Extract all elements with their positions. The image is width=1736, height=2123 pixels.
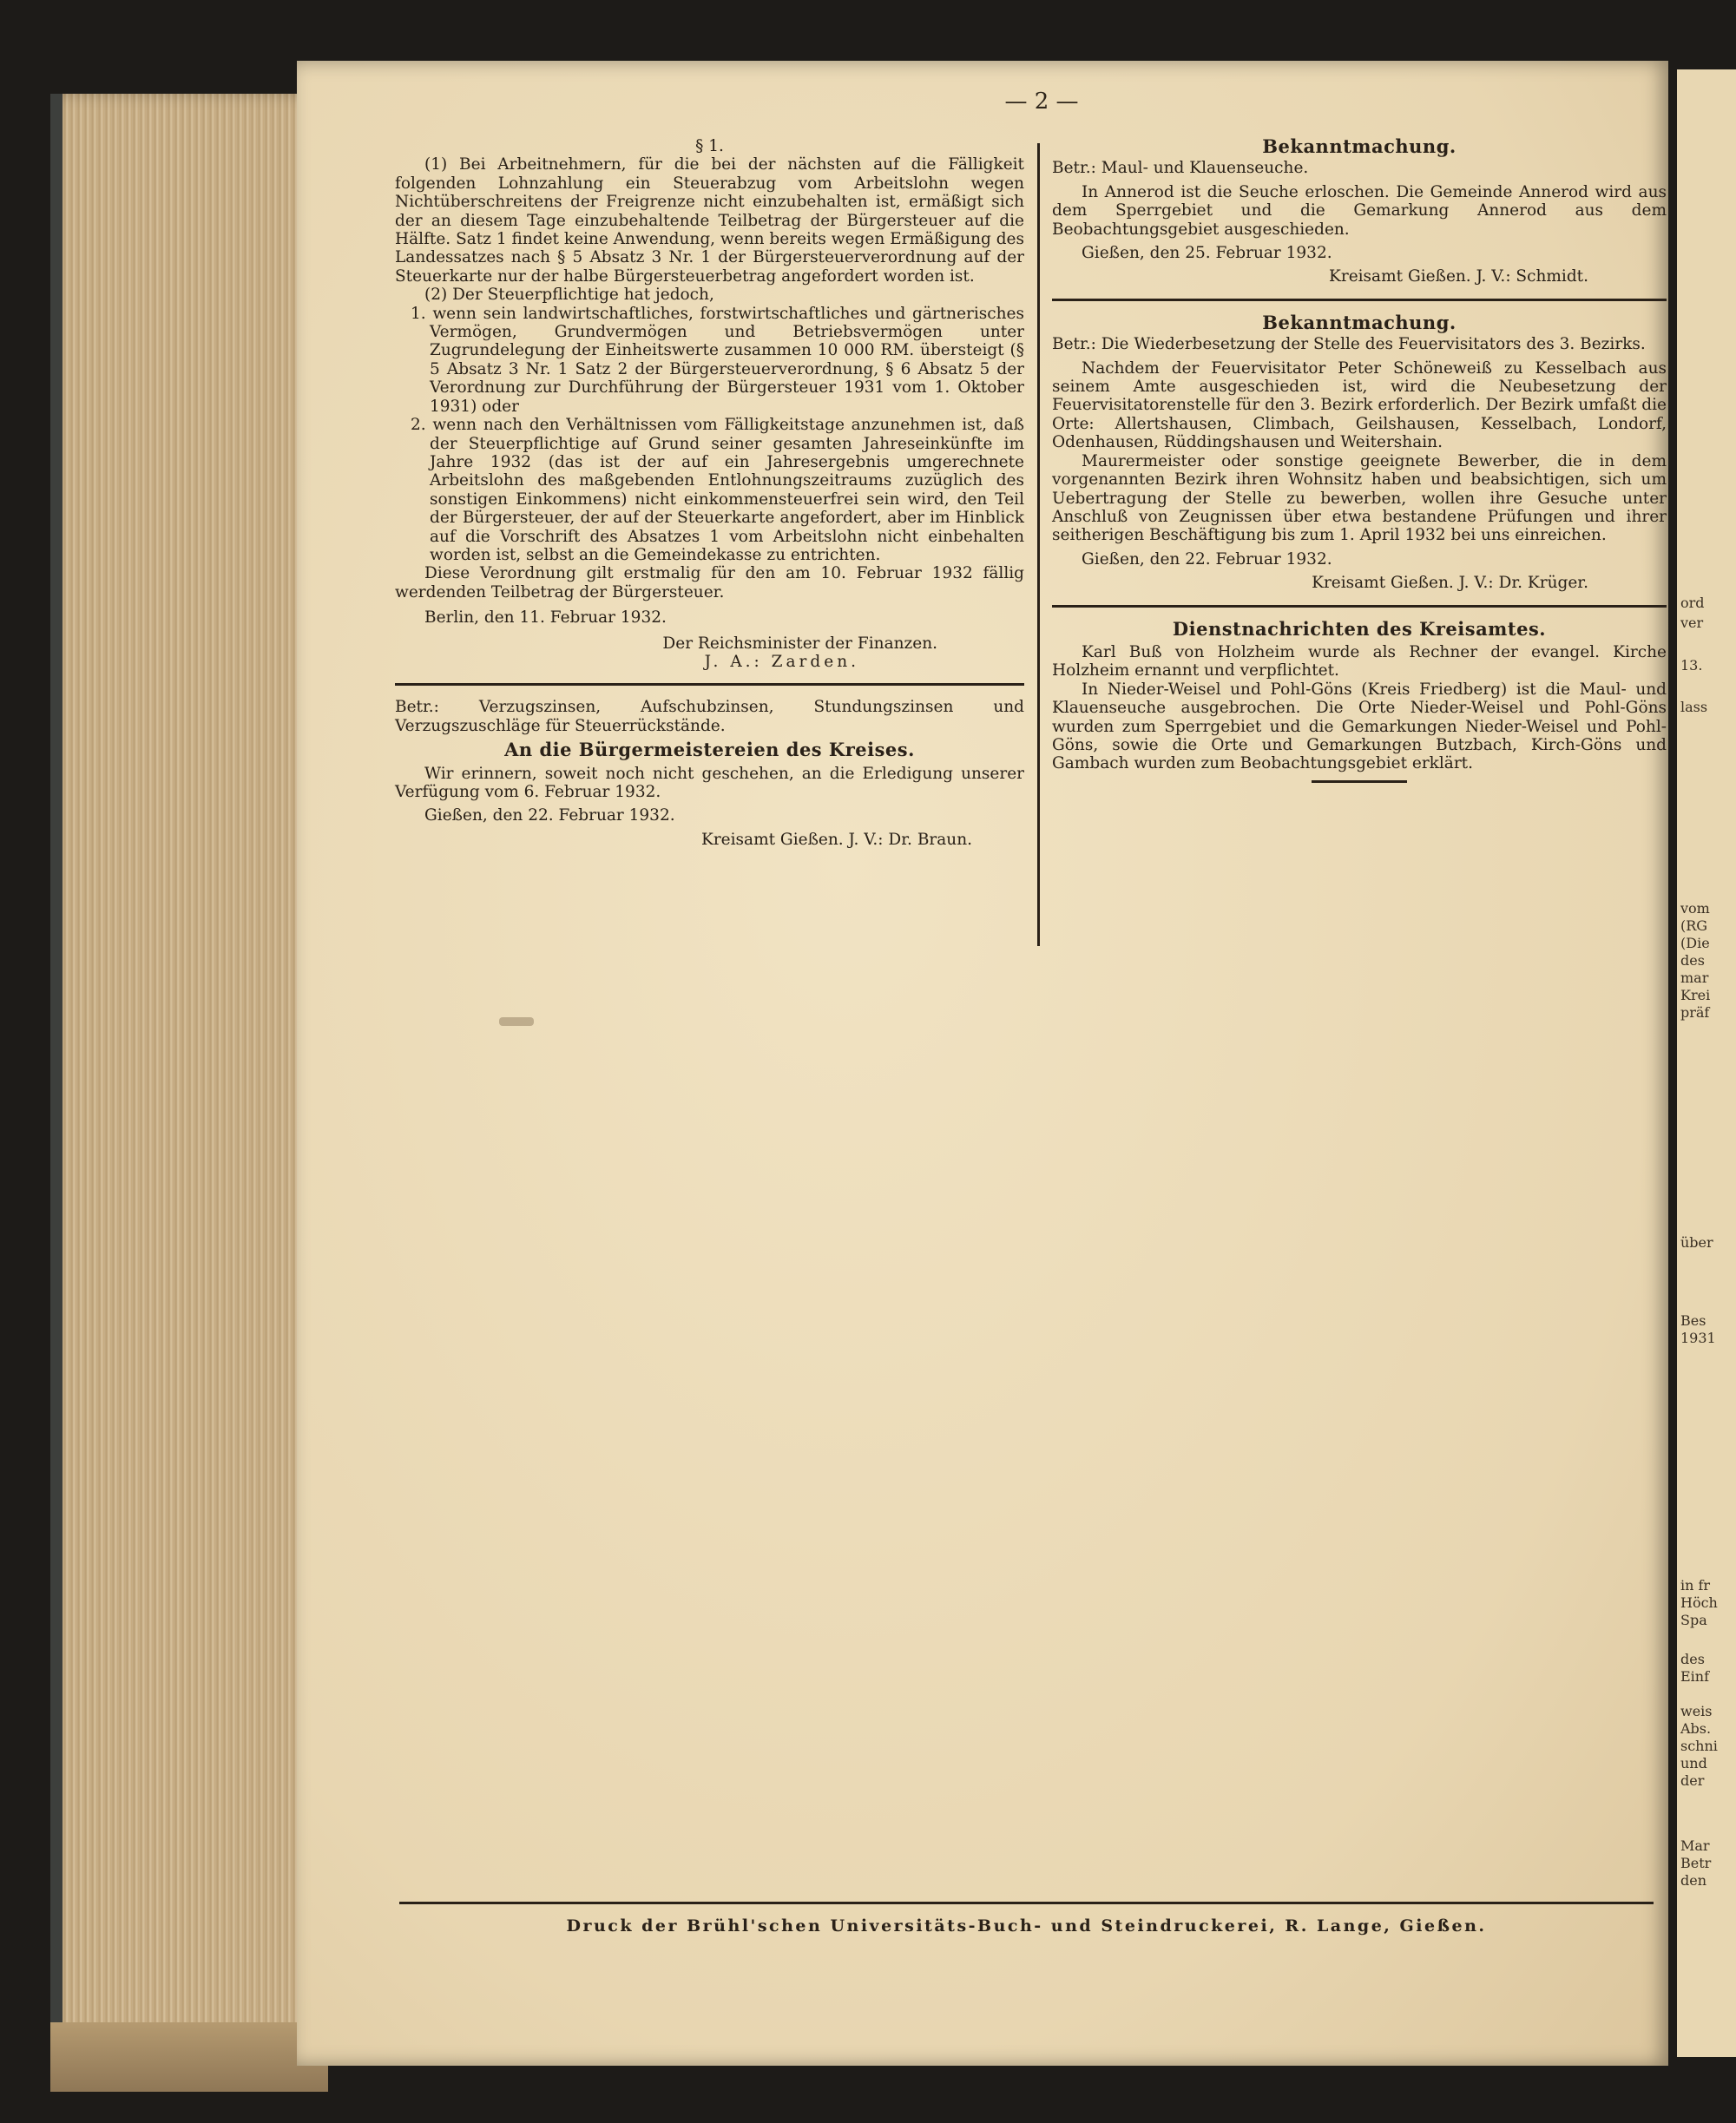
- fragment-text: den: [1680, 1872, 1707, 1889]
- fragment-text: vom: [1680, 900, 1710, 917]
- section-title: § 1.: [695, 137, 724, 155]
- book-page-edges-bottom: [50, 2022, 328, 2092]
- paragraph: (1) Bei Arbeitnehmern, für die bei der nächsten auf die Fälligkeit folgenden Lohnzahlung ein Steuerabzug vom Arbeitslohn wegen Nichtüberschreitens der Freigrenze nicht einzubehalten ist, ermäßigt sich der an diesem Tage einzubehaltende Teilbetrag der Bürgersteuer auf die Hälfte. Satz 1 findet keine Anwendung, wenn bereits wegen Ermäßigung des Landessatzes nach § 5 Absatz 3 Nr. 1 der Bürgersteuerverordnung auf der Steuerkarte nur der halbe Bürgersteuerbetrag angefordert worden ist.: [395, 155, 1024, 286]
- paragraph: (2) Der Steuerpflichtige hat jedoch,: [424, 286, 714, 305]
- list-item: 1. wenn sein landwirtschaftliches, forstwirtschaftliches und gärtnerisches Vermögen, Grundvermögen und Betriebsvermögen unter Zugrundelegung der Einheitswerte zusammen 10 000 RM. übersteigt (§ 5 Absatz 3 Nr. 1 Satz 2 der Bürgersteuerverordnung, § 6 Absatz 5 der Verordnung zur Durchführung der Bürgersteuer 1931 vom 1. Oktober 1931) oder: [411, 304, 1024, 416]
- fragment-text: Abs.: [1680, 1720, 1712, 1737]
- paragraph: In Nieder-Weisel und Pohl-Göns (Kreis Friedberg) ist die Maul- und Klauenseuche ausgebrochen. Die Orte Nieder-Weisel und Pohl-Göns wurden zum Sperrgebiet und die Gemarkungen Nieder-Weisel und Pohl-Göns, sowie die Orte und Gemarkungen Butzbach, Kirch-Göns und Gambach wurden zum Beobachtungsgebiet erklärt.: [1052, 680, 1667, 773]
- fragment-text: 13.: [1680, 657, 1703, 674]
- fragment-text: Betr: [1680, 1855, 1712, 1871]
- signature-line: Der Reichsminister der Finanzen.: [662, 634, 937, 653]
- column-divider: [1037, 143, 1040, 946]
- fragment-text: Krei: [1680, 987, 1711, 1003]
- fragment-text: schni: [1680, 1738, 1718, 1754]
- fragment-text: Mar: [1680, 1837, 1710, 1854]
- right-column: [1052, 137, 1667, 783]
- fragment-text: Höch: [1680, 1594, 1718, 1611]
- signature-line: Kreisamt Gießen. J. V.: Dr. Krüger.: [1312, 574, 1588, 593]
- fragment-text: über: [1680, 1234, 1713, 1251]
- fragment-text: ver: [1680, 615, 1704, 631]
- place-date: Berlin, den 11. Februar 1932.: [424, 608, 667, 628]
- fragment-text: der: [1680, 1772, 1705, 1789]
- footer-rule: [399, 1902, 1654, 1904]
- printer-imprint: Druck der Brühl'schen Universitäts-Buch- und Steindruckerei, R. Lange, Gießen.: [566, 1916, 1487, 1936]
- fragment-text: mar: [1680, 969, 1709, 986]
- section-divider: [1052, 605, 1667, 608]
- notice-heading: Dienstnachrichten des Kreisamtes.: [1172, 617, 1547, 640]
- fragment-text: des: [1680, 1651, 1705, 1667]
- signature-line: J. A.: Zarden.: [704, 652, 859, 671]
- fragment-text: präf: [1680, 1004, 1710, 1021]
- place-date: Gießen, den 25. Februar 1932.: [1082, 244, 1332, 263]
- paragraph: Diese Verordnung gilt erstmalig für den am 10. Februar 1932 fällig werdenden Teilbetrag der Bürgersteuer.: [395, 564, 1024, 601]
- fragment-text: ord: [1680, 595, 1705, 611]
- notice-heading: An die Bürgermeistereien des Kreises.: [504, 739, 915, 761]
- place-date: Gießen, den 22. Februar 1932.: [424, 806, 675, 825]
- paragraph: Maurermeister oder sonstige geeignete Bewerber, die in dem vorgenannten Bezirk ihren Wohnsitz haben und beabsichtigen, sich um Uebertragung der Stelle zu bewerben, wollen ihre Gesuche unter Anschluß von Zeugnissen über etwa bestandene Prüfungen und ihrer seitherigen Beschäftigung bis zum 1. April 1932 bei uns einreichen.: [1052, 451, 1667, 545]
- fragment-text: und: [1680, 1755, 1707, 1771]
- fragment-text: Einf: [1680, 1668, 1710, 1685]
- end-rule: [1312, 780, 1407, 783]
- fragment-text: lass: [1680, 699, 1708, 715]
- section-divider: [395, 683, 1024, 686]
- fragment-text: Bes: [1680, 1312, 1706, 1329]
- place-date: Gießen, den 22. Februar 1932.: [1082, 549, 1332, 569]
- subject-line: Betr.: Verzugszinsen, Aufschubzinsen, Stundungszinsen und Verzugszuschläge für Steuerrückstände.: [395, 698, 1024, 735]
- list-item: 2. wenn nach den Verhältnissen vom Fälligkeitstage anzunehmen ist, daß der Steuerpflichtige auf Grund seiner gesamten Jahreseinkünfte im Jahre 1932 (das ist der auf ein Jahresergebnis umgerechnete Arbeitslohn des maßgebenden Entlohnungszeitraums zuzüglich des sonstigen Einkommens) nicht einkommensteuerfrei sein wird, den Teil der Bürgersteuer, der auf der Steuerkarte angefordert, aber im Hinblick auf die Vorschrift des Absatzes 1 vom Arbeitslohn nicht einbehalten worden ist, selbst an die Gemeindekasse zu entrichten.: [411, 416, 1024, 564]
- fragment-text: 1931: [1680, 1330, 1716, 1346]
- paragraph: Wir erinnern, soweit noch nicht geschehen, an die Erledigung unserer Verfügung vom 6. Februar 1932.: [395, 764, 1024, 801]
- next-page-fragment: [1677, 69, 1736, 2057]
- subject-line: Betr.: Die Wiederbesetzung der Stelle des Feuervisitators des 3. Bezirks.: [1052, 335, 1646, 354]
- fragment-text: in fr: [1680, 1577, 1711, 1594]
- signature-line: Kreisamt Gießen. J. V.: Dr. Braun.: [701, 830, 972, 849]
- fragment-text: (Die: [1680, 935, 1710, 951]
- paragraph: In Annerod ist die Seuche erloschen. Die Gemeinde Annerod wird aus dem Sperrgebiet und die Gemarkung Annerod aus dem Beobachtungsgebiet ausgeschieden.: [1052, 182, 1667, 239]
- fragment-text: weis: [1680, 1703, 1713, 1719]
- notice-heading: Bekanntmachung.: [1262, 311, 1457, 333]
- paper-stain: [499, 1017, 534, 1026]
- paragraph: Nachdem der Feuervisitator Peter Schöneweiß zu Kesselbach aus seinem Amte ausgeschieden ist, wird die Neubesetzung der Feuervisitatorenstelle für den 3. Bezirk erforderlich. Der Bezirk umfaßt die Orte: Allertshausen, Climbach, Geilshausen, Kesselbach, Londorf, Odenhausen, Rüddingshausen und Weitershain.: [1052, 358, 1667, 452]
- book-page-edges: [50, 94, 323, 2081]
- subject-line: Betr.: Maul- und Klauenseuche.: [1052, 159, 1309, 178]
- section-divider: [1052, 299, 1667, 301]
- signature-line: Kreisamt Gießen. J. V.: Schmidt.: [1329, 267, 1588, 286]
- fragment-text: Spa: [1680, 1612, 1707, 1628]
- fragment-text: (RG: [1680, 917, 1708, 934]
- page-number: — 2 —: [1004, 89, 1079, 115]
- notice-heading: Bekanntmachung.: [1262, 135, 1457, 157]
- paragraph: Karl Buß von Holzheim wurde als Rechner der evangel. Kirche Holzheim ernannt und verpflichtet.: [1052, 642, 1667, 680]
- fragment-text: des: [1680, 952, 1705, 969]
- left-column: [395, 137, 1024, 849]
